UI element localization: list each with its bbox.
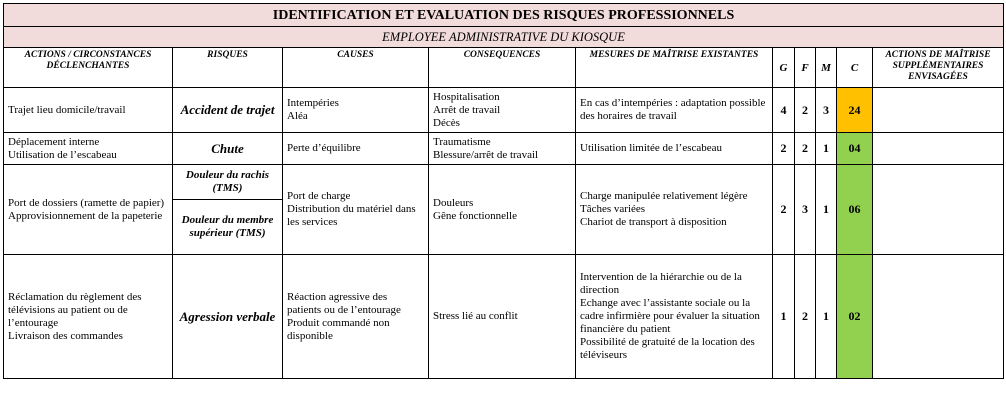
cell-g: 2	[773, 165, 795, 255]
text-line: Port de dossiers (ramette de papier)	[8, 196, 165, 209]
header-actions-supplementaires: ACTIONS DE MAÎTRISE SUPPLÉMENTAIRES ENVISAGÉES	[873, 48, 1004, 88]
cell-risque	[173, 165, 283, 255]
text-line: Chariot de transport à disposition	[580, 216, 727, 228]
cell-causes	[283, 255, 429, 379]
text-line: Aléa	[287, 110, 308, 122]
table-row	[4, 165, 1004, 255]
risk-label: Accident de trajet	[180, 102, 275, 117]
text-line: Hospitalisation	[433, 90, 500, 103]
text-line: Produit commandé non disponible	[287, 316, 390, 342]
risk-label: Douleur du membre supérieur (TMS)	[173, 199, 282, 254]
text-line: Réclamation du règlement des télévisions au patient ou de l’entourage	[8, 290, 142, 329]
cell-causes	[283, 165, 429, 255]
cell-m: 3	[816, 88, 837, 133]
table-row	[4, 88, 1004, 133]
cell-c-score: 06	[837, 165, 873, 255]
document-subtitle: EMPLOYEE ADMINISTRATIVE DU KIOSQUE	[4, 27, 1004, 48]
text-line: Intempéries	[287, 97, 339, 109]
cell-c-score: 04	[837, 133, 873, 165]
header-g: G	[773, 48, 795, 88]
text-line: Charge manipulée relativement légère	[580, 190, 748, 202]
header-causes: CAUSES	[283, 48, 429, 88]
document-title: IDENTIFICATION ET EVALUATION DES RISQUES PROFESSIONNELS	[4, 4, 1004, 27]
risk-label: Chute	[211, 140, 244, 156]
text-line: En cas d’intempéries : adaptation possible des horaires de travail	[580, 97, 766, 122]
cell-mesures	[576, 165, 773, 255]
table-row	[4, 133, 1004, 165]
cell-c-score: 02	[837, 255, 873, 379]
header-f: F	[795, 48, 816, 88]
cell-f: 2	[795, 133, 816, 165]
risk-table	[3, 3, 1004, 379]
cell-mesures	[576, 133, 773, 165]
risk-label: Douleur du rachis (TMS)	[185, 169, 270, 194]
cell-actions	[4, 133, 173, 165]
cell-g: 2	[773, 133, 795, 165]
cell-consequences	[429, 133, 576, 165]
text-line: Possibilité de gratuité de la location des téléviseurs	[580, 336, 755, 361]
header-risques: RISQUES	[173, 48, 283, 88]
text-line: Gêne fonctionnelle	[433, 209, 517, 222]
cell-actions	[4, 255, 173, 379]
text-line: Intervention de la hiérarchie ou de la direction	[580, 271, 742, 296]
cell-g: 1	[773, 255, 795, 379]
text-line: Déplacement interne	[8, 135, 100, 148]
cell-g: 4	[773, 88, 795, 133]
text-line: Tâches variées	[580, 203, 646, 215]
text-line: Réaction agressive des patients ou de l’entourage	[287, 290, 401, 316]
text-line: Distribution du matériel dans les services	[287, 203, 416, 228]
text-line: Arrêt de travail	[433, 103, 501, 116]
text-line: Stress lié au conflit	[433, 310, 518, 322]
header-actions: ACTIONS / CIRCONSTANCES DÉCLENCHANTES	[4, 48, 173, 88]
risk-assessment-sheet	[3, 3, 1003, 409]
text-line: Blessure/arrêt de travail	[433, 148, 539, 161]
cell-f: 2	[795, 255, 816, 379]
risk-label: Agression verbale	[179, 308, 276, 324]
cell-actions-supplementaires	[873, 133, 1004, 165]
cell-consequences	[429, 165, 576, 255]
cell-actions-supplementaires	[873, 165, 1004, 255]
header-m: M	[816, 48, 837, 88]
text-line: Douleurs	[433, 196, 474, 209]
cell-f: 2	[795, 88, 816, 133]
cell-m: 1	[816, 133, 837, 165]
cell-consequences	[429, 255, 576, 379]
cell-causes	[283, 88, 429, 133]
text-line: Port de charge	[287, 190, 351, 202]
cell-m: 1	[816, 165, 837, 255]
cell-actions	[4, 88, 173, 133]
header-c: C	[837, 48, 873, 88]
cell-actions	[4, 165, 173, 255]
text-line: Trajet lieu domicile/travail	[8, 103, 126, 116]
table-row	[4, 255, 1004, 379]
cell-actions-supplementaires	[873, 88, 1004, 133]
cell-actions-supplementaires	[873, 255, 1004, 379]
cell-mesures	[576, 88, 773, 133]
cell-consequences	[429, 88, 576, 133]
cell-f: 3	[795, 165, 816, 255]
header-consequences: CONSEQUENCES	[429, 48, 576, 88]
cell-causes	[283, 133, 429, 165]
text-line: Perte d’équilibre	[287, 142, 361, 154]
cell-risque	[173, 255, 283, 379]
text-line: Décès	[433, 116, 460, 129]
text-line: Traumatisme	[433, 135, 491, 148]
cell-risque	[173, 88, 283, 133]
header-row	[4, 48, 1004, 88]
text-line: Utilisation limitée de l’escabeau	[580, 142, 723, 154]
cell-mesures	[576, 255, 773, 379]
cell-c-score: 24	[837, 88, 873, 133]
text-line: Livraison des commandes	[8, 329, 123, 342]
text-line: Utilisation de l’escabeau	[8, 148, 117, 161]
cell-m: 1	[816, 255, 837, 379]
cell-risque	[173, 133, 283, 165]
text-line: Approvisionnement de la papeterie	[8, 209, 163, 222]
risk-subtable	[173, 166, 282, 254]
header-mesures: MESURES DE MAÎTRISE EXISTANTES	[576, 48, 773, 88]
text-line: Echange avec l’assistante sociale ou la cadre infirmière pour évaluer la situation financière du patient	[580, 297, 760, 335]
